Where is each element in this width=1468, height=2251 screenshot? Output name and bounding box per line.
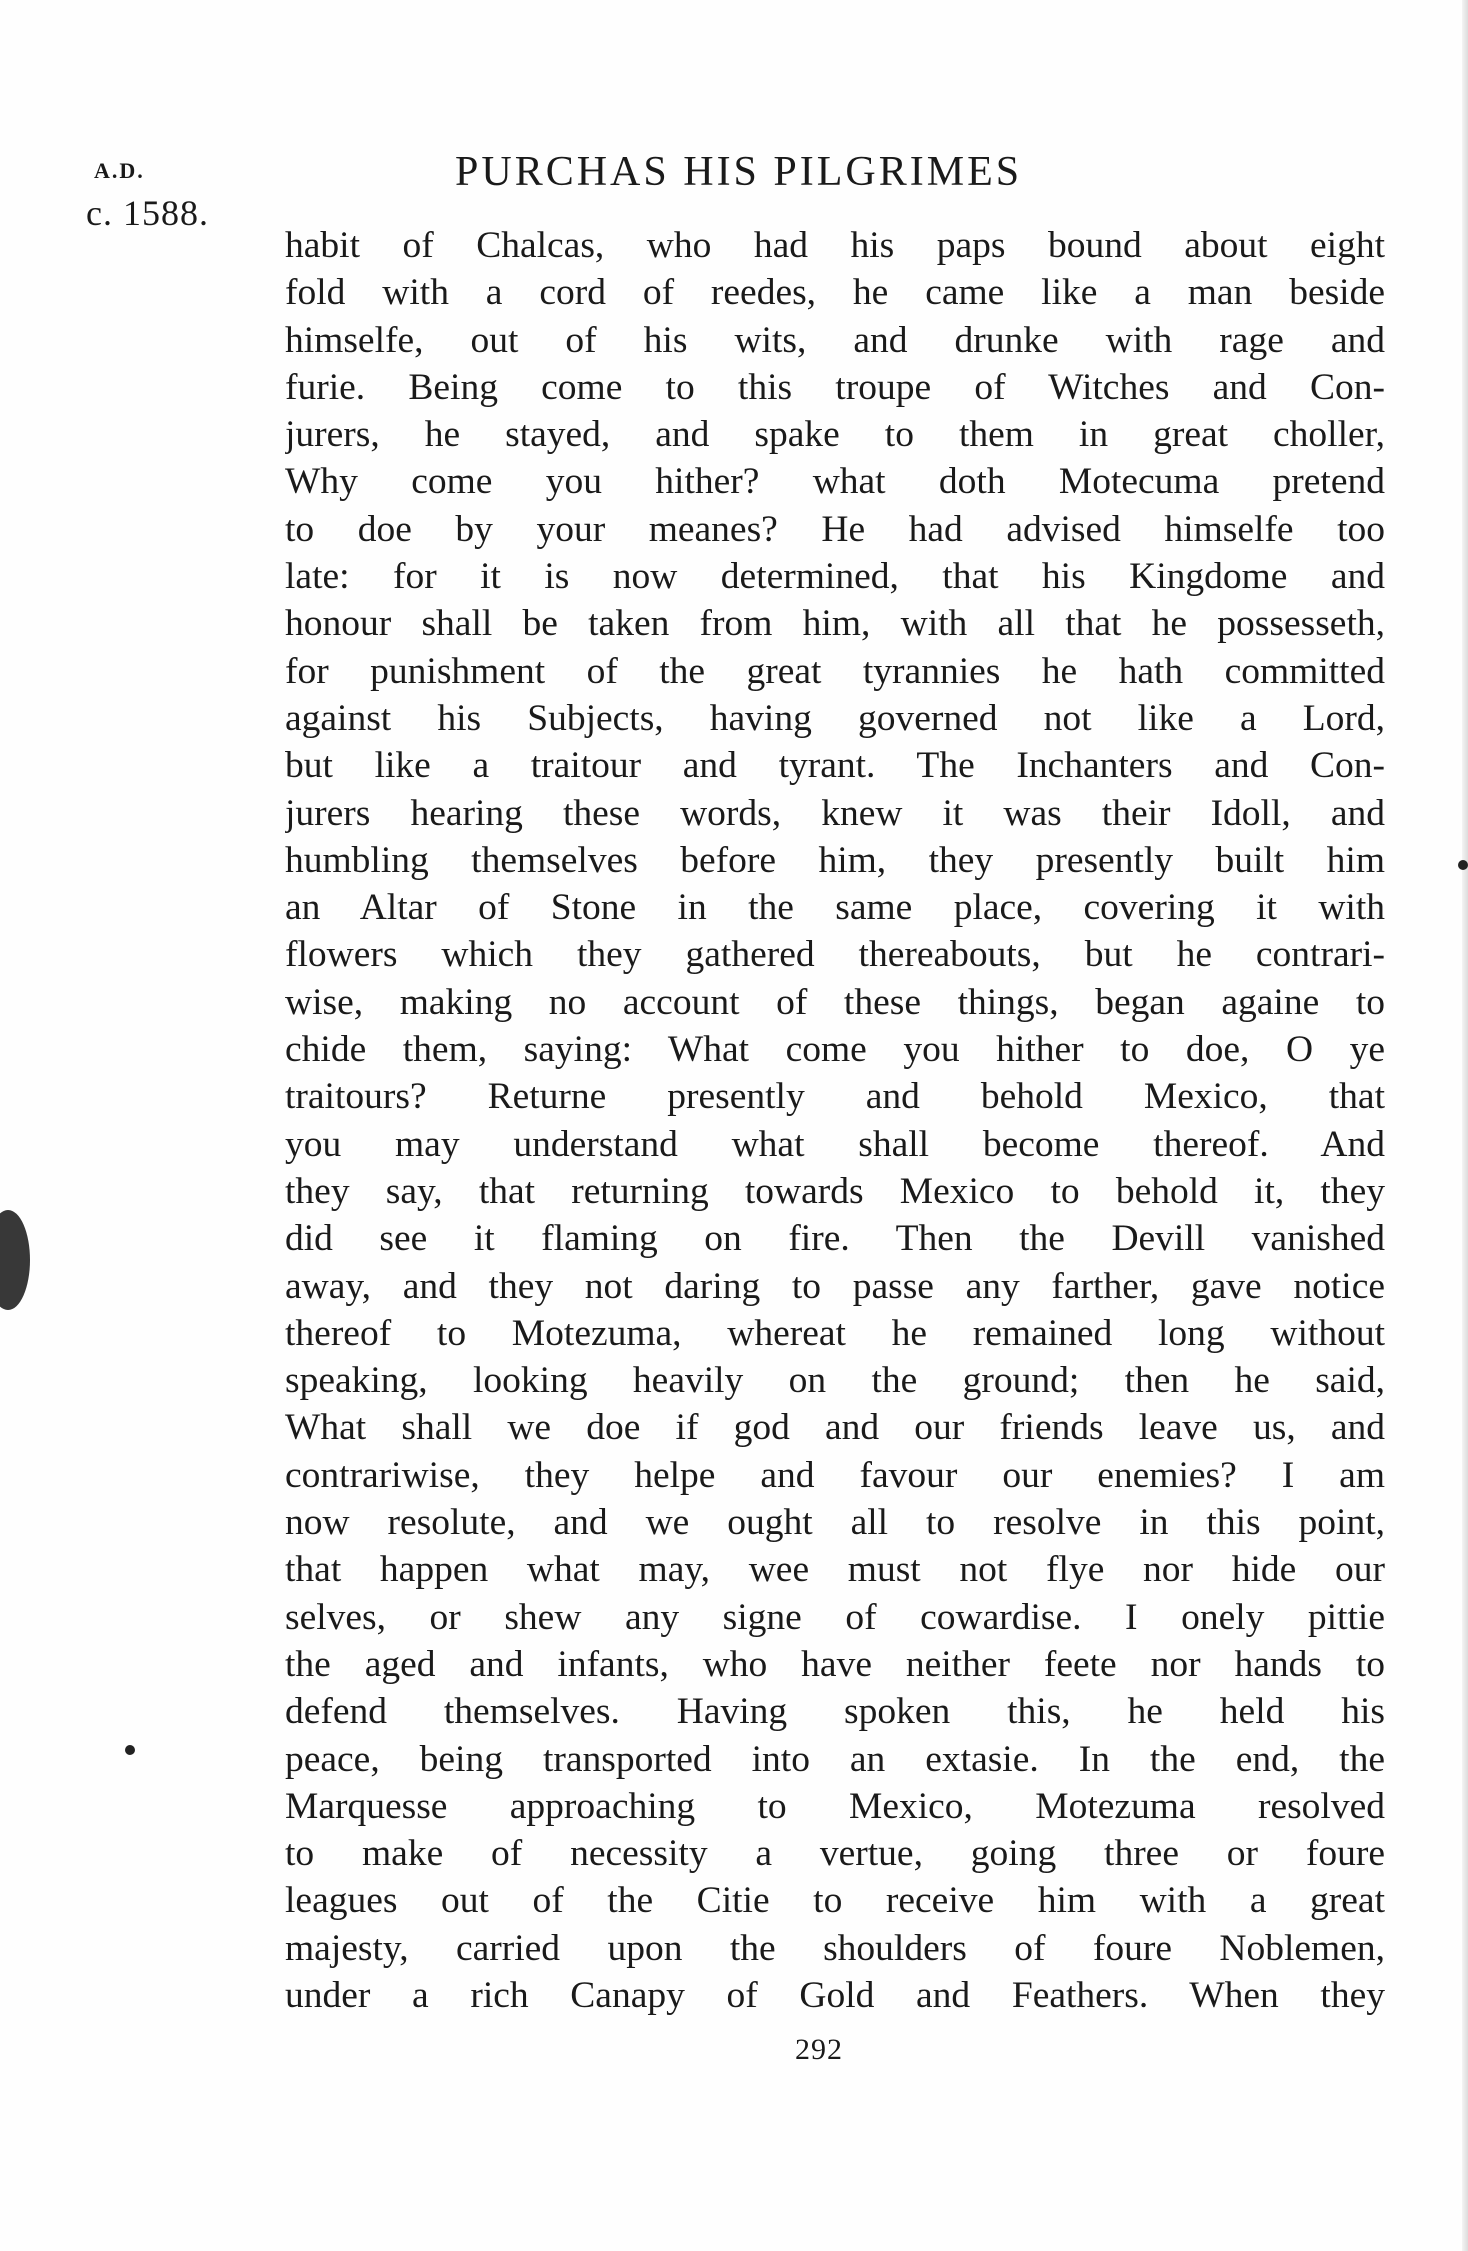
text-line: selves, or shew any signe of cowardise. I onely pittie (285, 1596, 1385, 1638)
text-line: to make of necessity a vertue, going three or foure (285, 1833, 1385, 1875)
text-line: jurers hearing these words, knew it was their Idoll, and (285, 792, 1385, 834)
text-line: defend themselves. Having spoken this, he held his (285, 1691, 1385, 1733)
ink-speck (1458, 860, 1468, 870)
page-number: 292 (795, 2033, 843, 2066)
margin-era: A.D. (94, 158, 145, 183)
ink-speck (125, 1745, 135, 1755)
text-line: late: for it is now determined, that his Kingdome and (285, 556, 1385, 598)
text-line: an Altar of Stone in the same place, covering it with (285, 887, 1385, 929)
text-line: majesty, carried upon the shoulders of foure Noblemen, (285, 1927, 1385, 1969)
margin-year: c. 1588. (86, 193, 209, 233)
text-line: chide them, saying: What come you hither to doe, O ye (285, 1029, 1385, 1071)
text-line: they say, that returning towards Mexico to behold it, they (285, 1170, 1385, 1212)
text-line: Why come you hither? what doth Motecuma pretend (285, 461, 1385, 503)
text-line: for punishment of the great tyrannies he hath committed (285, 650, 1385, 692)
text-line: did see it flaming on fire. Then the Devill vanished (285, 1218, 1385, 1260)
text-line: contrariwise, they helpe and favour our enemies? I am (285, 1454, 1385, 1496)
text-line: wise, making no account of these things, began againe to (285, 981, 1385, 1023)
text-line: What shall we doe if god and our friends leave us, and (285, 1407, 1385, 1449)
text-line: thereof to Motezuma, whereat he remained long without (285, 1312, 1385, 1354)
text-line: furie. Being come to this troupe of Witches and Con- (285, 366, 1385, 408)
text-line: against his Subjects, having governed not like a Lord, (285, 697, 1385, 739)
text-line: traitours? Returne presently and behold Mexico, that (285, 1076, 1385, 1118)
running-head: PURCHAS HIS PILGRIMES (455, 149, 1023, 195)
text-line: peace, being transported into an extasie. In the end, the (285, 1738, 1385, 1780)
text-line: away, and they not daring to passe any farther, gave notice (285, 1265, 1385, 1307)
text-line: fold with a cord of reedes, he came like a man beside (285, 272, 1385, 314)
text-line: that happen what may, wee must not flye nor hide our (285, 1549, 1385, 1591)
text-line: speaking, looking heavily on the ground; then he said, (285, 1360, 1385, 1402)
text-line: you may understand what shall become thereof. And (285, 1123, 1385, 1165)
text-line: himselfe, out of his wits, and drunke with rage and (285, 319, 1385, 361)
text-line: jurers, he stayed, and spake to them in great choller, (285, 414, 1385, 456)
margin-date-note (86, 150, 209, 234)
text-line: honour shall be taken from him, with all that he possesseth, (285, 603, 1385, 645)
text-line: to doe by your meanes? He had advised himselfe too (285, 508, 1385, 550)
text-line: humbling themselves before him, they presently built him (285, 839, 1385, 881)
text-line: under a rich Canapy of Gold and Feathers. When they (285, 1974, 1385, 2016)
text-line: Marquesse approaching to Mexico, Motezuma resolved (285, 1785, 1385, 1827)
body-text (285, 222, 1385, 2019)
scanner-thumb-shadow (0, 1210, 30, 1310)
text-line: now resolute, and we ought all to resolve in this point, (285, 1502, 1385, 1544)
text-line: habit of Chalcas, who had his paps bound about eight (285, 225, 1385, 266)
text-line: but like a traitour and tyrant. The Inchanters and Con- (285, 745, 1385, 787)
text-line: leagues out of the Citie to receive him with a great (285, 1880, 1385, 1922)
text-line: the aged and infants, who have neither feete nor hands to (285, 1643, 1385, 1685)
page-edge-shadow (1462, 0, 1468, 2251)
text-line: flowers which they gathered thereabouts, but he contrari- (285, 934, 1385, 976)
